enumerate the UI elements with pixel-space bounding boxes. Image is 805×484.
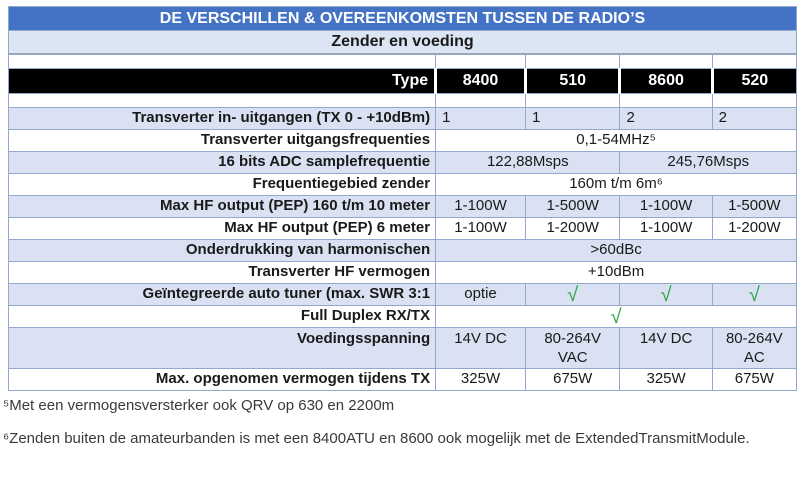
row-transverter-io bbox=[9, 108, 797, 130]
page-title: DE VERSCHILLEN & OVEREENKOMSTEN TUSSEN DE RADIO’S bbox=[9, 7, 797, 31]
model-column-8400: 8400 bbox=[436, 69, 526, 94]
cell-value: optie bbox=[436, 284, 526, 306]
cell-value: 14V DC bbox=[436, 328, 526, 369]
row-freq-zender bbox=[9, 174, 797, 196]
cell-value-merged: 245,76Msps bbox=[620, 152, 797, 174]
row-label: Max. opgenomen vermogen tijdens TX bbox=[9, 369, 436, 391]
row-label: Transverter uitgangsfrequenties bbox=[9, 130, 436, 152]
cell-value: 2 bbox=[712, 108, 796, 130]
radio-comparison-table bbox=[8, 6, 797, 391]
row-label: 16 bits ADC samplefrequentie bbox=[9, 152, 436, 174]
footnote-6: ⁶Zenden buiten de amateurbanden is met een 8400ATU en 8600 ook mogelijk met de ExtendedTransmitModule. bbox=[3, 430, 750, 448]
cell-value: 325W bbox=[620, 369, 712, 391]
cell-value: 1-200W bbox=[712, 218, 796, 240]
cell-value-merged: 160m t/m 6m⁶ bbox=[436, 174, 797, 196]
footnote-5: ⁵Met een vermogensversterker ook QRV op 630 en 2200m bbox=[3, 397, 395, 414]
row-max-hf-6 bbox=[9, 218, 797, 240]
cell-value-merged: +10dBm bbox=[436, 262, 797, 284]
model-column-520: 520 bbox=[712, 69, 796, 94]
row-label: Geïntegreerde auto tuner (max. SWR 3:1 bbox=[9, 284, 436, 306]
cell-value: 1-200W bbox=[525, 218, 620, 240]
row-adc-sample bbox=[9, 152, 797, 174]
cell-value: 2 bbox=[620, 108, 712, 130]
checkmark-icon: √ bbox=[436, 306, 797, 328]
row-label: Voedingsspanning bbox=[9, 328, 436, 369]
checkmark-icon: √ bbox=[712, 284, 796, 306]
cell-value: 1-500W bbox=[712, 196, 796, 218]
row-label: Onderdrukking van harmonischen bbox=[9, 240, 436, 262]
spacer-row bbox=[9, 94, 797, 108]
section-subtitle: Zender en voeding bbox=[9, 31, 797, 55]
title-row bbox=[9, 7, 797, 31]
row-label: Full Duplex RX/TX bbox=[9, 306, 436, 328]
row-max-opgenomen bbox=[9, 369, 797, 391]
row-label: Transverter HF vermogen bbox=[9, 262, 436, 284]
spacer-row bbox=[9, 54, 797, 69]
row-label: Frequentiegebied zender bbox=[9, 174, 436, 196]
cell-value: 14V DC bbox=[620, 328, 712, 369]
cell-value-merged: 122,88Msps bbox=[436, 152, 620, 174]
checkmark-icon: √ bbox=[620, 284, 712, 306]
type-header-row bbox=[9, 69, 797, 94]
cell-value: 1 bbox=[525, 108, 620, 130]
cell-value: 1-500W bbox=[525, 196, 620, 218]
cell-value-merged: 0,1-54MHz⁵ bbox=[436, 130, 797, 152]
row-label: Transverter in- uitgangen (TX 0 - +10dBm) bbox=[9, 108, 436, 130]
cell-value: 675W bbox=[712, 369, 796, 391]
model-column-510: 510 bbox=[525, 69, 620, 94]
type-header-label: Type bbox=[9, 69, 436, 94]
cell-value: 1-100W bbox=[436, 196, 526, 218]
row-transverter-hf bbox=[9, 262, 797, 284]
cell-value: 80-264V AC bbox=[712, 328, 796, 369]
cell-value: 1 bbox=[436, 108, 526, 130]
cell-value: 1-100W bbox=[620, 218, 712, 240]
row-transverter-freq bbox=[9, 130, 797, 152]
checkmark-icon: √ bbox=[525, 284, 620, 306]
cell-value: 325W bbox=[436, 369, 526, 391]
cell-value: 1-100W bbox=[436, 218, 526, 240]
row-max-hf-160-10 bbox=[9, 196, 797, 218]
cell-value-merged: >60dBc bbox=[436, 240, 797, 262]
row-voeding bbox=[9, 328, 797, 369]
row-label: Max HF output (PEP) 160 t/m 10 meter bbox=[9, 196, 436, 218]
row-full-duplex bbox=[9, 306, 797, 328]
subtitle-row bbox=[9, 31, 797, 55]
cell-value: 1-100W bbox=[620, 196, 712, 218]
cell-value: 80-264V VAC bbox=[525, 328, 620, 369]
row-auto-tuner bbox=[9, 284, 797, 306]
row-harmonics bbox=[9, 240, 797, 262]
row-label: Max HF output (PEP) 6 meter bbox=[9, 218, 436, 240]
cell-value: 675W bbox=[525, 369, 620, 391]
model-column-8600: 8600 bbox=[620, 69, 712, 94]
